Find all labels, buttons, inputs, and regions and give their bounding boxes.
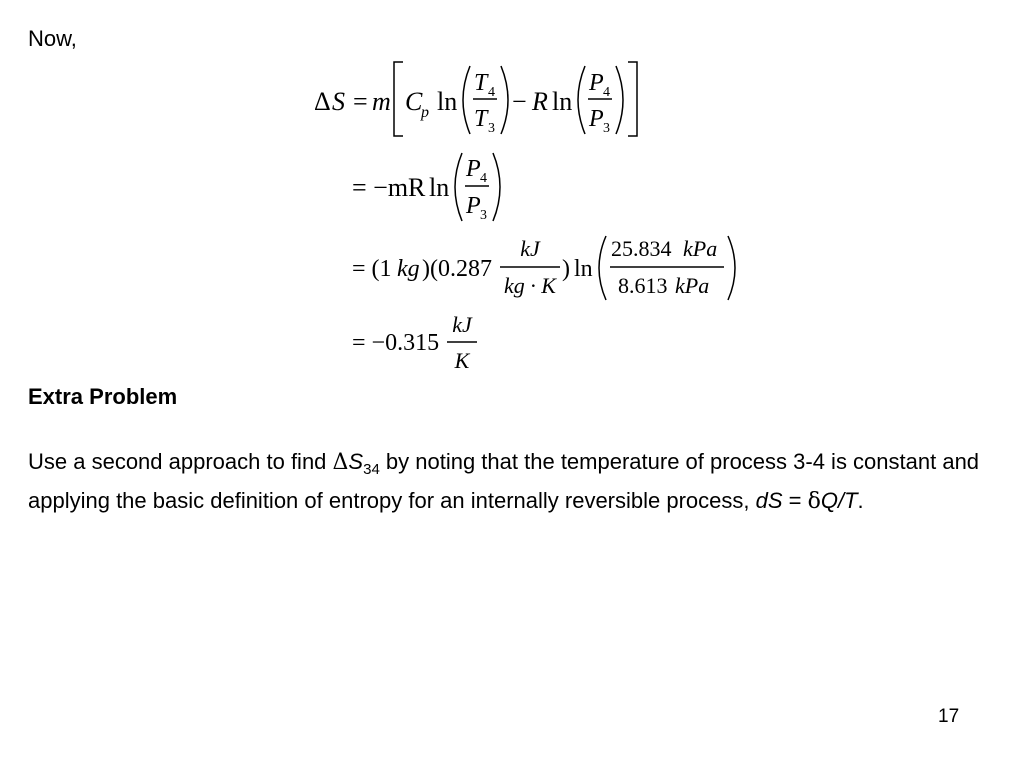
mass-symbol: m: [372, 87, 391, 116]
left-bracket: [394, 62, 403, 136]
extra-problem-text: [28, 446, 1003, 517]
line3-unit-numerator: kJ: [520, 236, 540, 261]
page-number: 17: [938, 706, 960, 727]
equals-sign: =: [353, 87, 368, 116]
formula-delta: δ: [807, 489, 821, 514]
problem-entropy-symbol: S: [348, 449, 364, 474]
p3-subscript: 3: [603, 121, 610, 136]
minus-sign: −: [512, 87, 527, 116]
extra-problem-heading: Extra Problem: [28, 384, 178, 409]
line3-mid: )(0.287: [422, 256, 492, 282]
line2-p3-subscript: 3: [480, 208, 487, 223]
paren-close-1: [501, 66, 508, 134]
ln-2: ln: [552, 87, 573, 116]
cp-symbol: C: [405, 87, 423, 116]
paren-open-3: [455, 153, 462, 221]
equation-line-2: [352, 153, 500, 223]
delta-symbol: Δ: [314, 87, 331, 116]
p4-subscript: 4: [603, 85, 610, 100]
line3-close: ): [562, 256, 570, 282]
line2-ln: ln: [429, 173, 450, 202]
line2-p3-symbol: P: [466, 193, 481, 219]
line3-ln: ln: [574, 256, 593, 282]
formula-equals: =: [782, 488, 808, 513]
pressure-numerator-value: 25.834: [611, 236, 672, 261]
problem-delta: Δ: [332, 450, 349, 475]
line4-result: = −0.315: [352, 330, 440, 356]
problem-subscript: 34: [363, 461, 380, 478]
pressure-denominator-value: 8.613: [618, 273, 668, 298]
t3-symbol: T: [474, 106, 488, 132]
equation-line-1: [314, 62, 637, 136]
p3-symbol: P: [589, 106, 604, 132]
line3-prefix: = (1: [352, 256, 392, 282]
line4-unit-numerator: kJ: [452, 312, 472, 337]
paren-close-2: [616, 66, 623, 134]
p4-symbol: P: [589, 70, 604, 96]
problem-part-2: by noting that the temperature of process 3-4 is constant and applying the basic definition of entropy for an internally reversible process,: [28, 449, 980, 513]
line2-p4-symbol: P: [466, 156, 481, 182]
right-bracket: [628, 62, 637, 136]
intro-text: Now,: [28, 26, 77, 51]
t4-symbol: T: [474, 70, 488, 96]
t3-subscript: 3: [488, 121, 495, 136]
formula-ds: dS: [755, 488, 783, 513]
formula-end: .: [857, 488, 864, 513]
pressure-denominator-unit: kPa: [675, 273, 710, 298]
paren-open-1: [463, 66, 470, 134]
entropy-symbol: S: [332, 87, 345, 116]
pressure-numerator-unit: kPa: [683, 236, 718, 261]
cp-subscript: p: [421, 104, 429, 121]
paren-open-4: [599, 236, 606, 300]
paren-close-4: [728, 236, 735, 300]
line2-prefix: = −mR: [352, 173, 426, 202]
paren-close-3: [493, 153, 500, 221]
t4-subscript: 4: [488, 85, 495, 100]
paren-open-2: [578, 66, 585, 134]
equation-line-3: [352, 236, 735, 300]
equation-line-4: [352, 312, 477, 373]
line3-kg: kg: [397, 256, 420, 282]
line2-p4-subscript: 4: [480, 171, 487, 186]
ln-1: ln: [437, 87, 458, 116]
problem-part-1: Use a second approach to find: [28, 449, 333, 474]
r-symbol: R: [532, 87, 548, 116]
formula-q-over-t: Q/T: [820, 488, 858, 513]
line3-unit-denominator: kg · K: [504, 273, 556, 298]
line4-unit-denominator: K: [454, 348, 470, 373]
